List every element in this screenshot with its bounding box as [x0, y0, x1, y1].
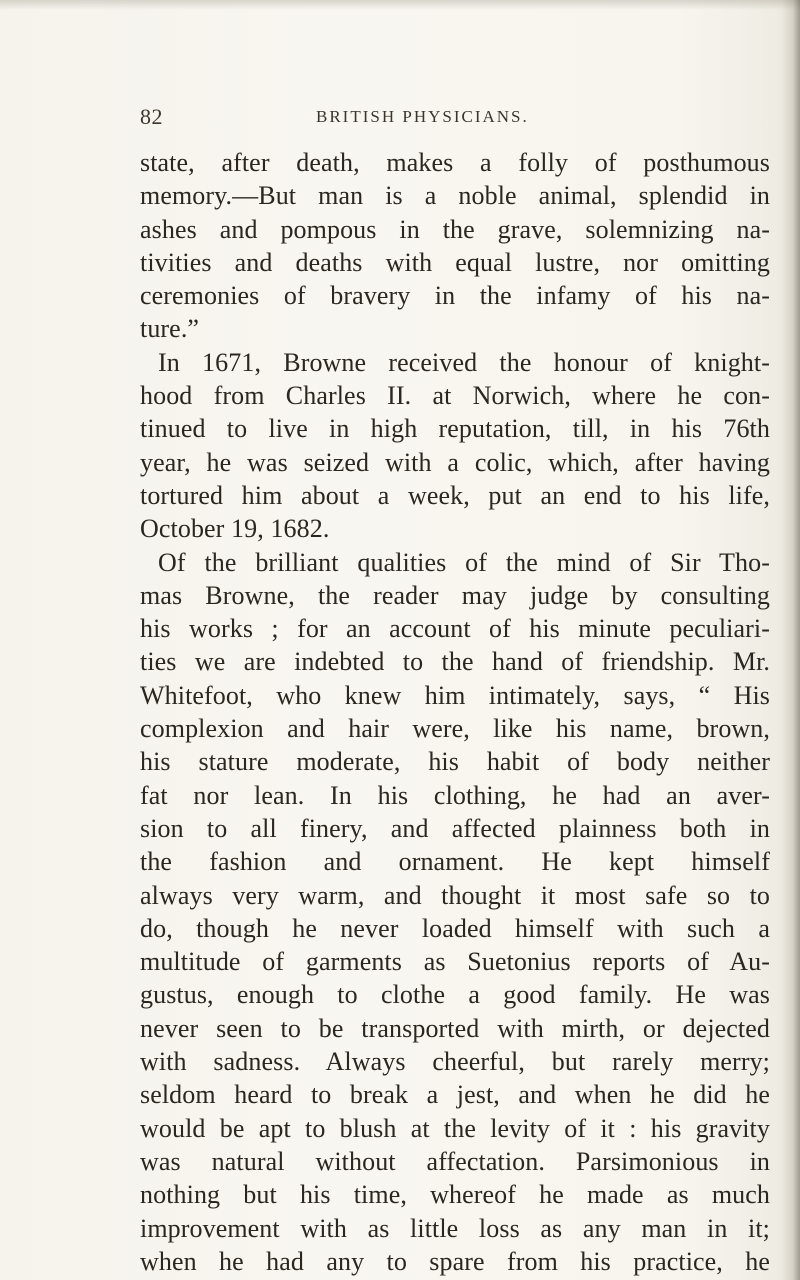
text-line: always very warm, and thought it most safe so to: [140, 880, 770, 910]
text-line: nothing but his time, whereof he made as much: [140, 1180, 770, 1210]
text-line: his stature moderate, his habit of body neither: [140, 747, 770, 777]
text-line: mas Browne, the reader may judge by consulting: [140, 580, 770, 610]
text-line: do, though he never loaded himself with such a: [140, 913, 770, 943]
text-line: multitude of garments as Suetonius reports of Au-: [140, 947, 770, 977]
text-line: with sadness. Always cheerful, but rarely merry;: [140, 1047, 770, 1077]
text-line: tivities and deaths with equal lustre, nor omitting: [140, 247, 770, 277]
text-line: tortured him about a week, put an end to his life,: [140, 480, 770, 510]
running-title: BRITISH PHYSICIANS.: [316, 107, 529, 126]
text-line: was natural without affectation. Parsimonious in: [140, 1146, 770, 1176]
text-line: his works ; for an account of his minute peculiari-: [140, 614, 770, 644]
text-line: ashes and pompous in the grave, solemnizing na-: [140, 214, 770, 244]
text-line: gustus, enough to clothe a good family. He was: [140, 980, 770, 1010]
text-line: memory.—But man is a noble animal, splendid in: [140, 181, 770, 211]
text-line: ture.”: [140, 314, 200, 344]
running-head: [140, 104, 760, 140]
text-line: improvement with as little loss as any man in it;: [140, 1213, 770, 1243]
text-line: October 19, 1682.: [140, 514, 330, 544]
page-spine-shadow: [782, 0, 800, 1280]
page-top-shadow: [0, 0, 800, 10]
text-line: seldom heard to break a jest, and when he did he: [140, 1080, 770, 1110]
text-line: the fashion and ornament. He kept himself: [140, 847, 770, 877]
text-line: state, after death, makes a folly of posthumous: [140, 148, 770, 177]
page-number: 82: [140, 104, 163, 129]
text-line: hood from Charles II. at Norwich, where he con-: [140, 381, 770, 411]
text-line: would be apt to blush at the levity of it : his gravity: [140, 1113, 770, 1143]
text-line: Of the brilliant qualities of the mind of Sir Tho-: [158, 547, 770, 577]
text-line: Whitefoot, who knew him intimately, says, “ His: [140, 680, 770, 710]
text-line: year, he was seized with a colic, which, after having: [140, 447, 770, 477]
text-line: sion to all finery, and affected plainness both in: [140, 813, 770, 843]
text-line: ties we are indebted to the hand of friendship. Mr.: [140, 647, 770, 677]
body-text: [140, 146, 770, 1278]
text-line: when he had any to spare from his practice, he: [140, 1246, 770, 1276]
text-line: tinued to live in high reputation, till, in his 76th: [140, 414, 770, 444]
text-line: complexion and hair were, like his name, brown,: [140, 714, 770, 744]
text-line: ceremonies of bravery in the infamy of his na-: [140, 281, 770, 311]
text-line: never seen to be transported with mirth, or dejected: [140, 1013, 770, 1043]
text-line: fat nor lean. In his clothing, he had an aver-: [140, 780, 770, 810]
text-line: In 1671, Browne received the honour of knight-: [158, 347, 770, 377]
